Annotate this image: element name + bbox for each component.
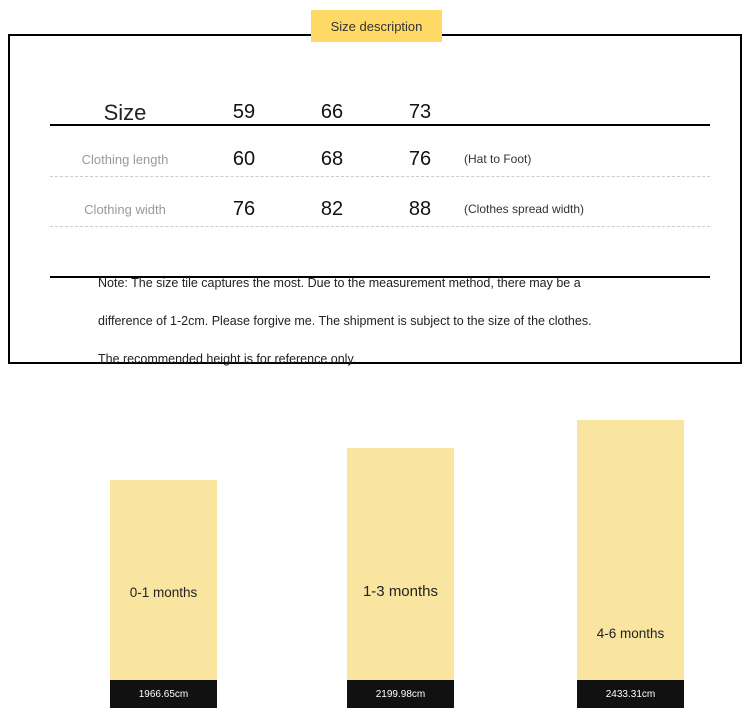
size-description-tab [311,10,442,42]
table-row [50,134,710,184]
bar-label-0: 0-1 months [129,585,198,600]
size-table [50,90,710,234]
size-note-line: The recommended height is for reference only. [98,352,357,366]
bar-group-2 [577,420,684,708]
bar-label-2: 4-6 months [596,626,665,641]
cell-size-note [464,90,710,134]
size-notes [98,276,708,390]
bar-group-1 [347,448,454,708]
cell-size-1: 66 [320,100,344,123]
table-row [50,184,710,234]
cell-length-note: (Hat to Foot) [464,152,532,166]
size-note-line: difference of 1-2cm. Please forgive me. The shipment is subject to the size of the clothes. [98,314,592,328]
bar-label-1: 1-3 months [362,583,439,600]
bar-0 [110,480,217,680]
table-row [50,90,710,134]
cell-length-1: 68 [320,147,344,170]
size-description-tab-label: Size description [330,18,423,34]
bar-2 [577,420,684,680]
cell-width-1: 82 [320,197,344,220]
bar-1 [347,448,454,680]
cell-length-2: 76 [408,147,432,170]
cell-size-0: 59 [232,100,256,123]
cell-width-2: 88 [408,197,432,220]
size-table-panel [8,34,742,364]
size-note-line: Note: The size tile captures the most. Due to the measurement method, there may be a [98,276,581,290]
cell-size-2: 73 [408,100,432,123]
bar-value-1: 2199.98cm [347,680,454,708]
cell-width-0: 76 [232,197,256,220]
row-label-size: Size [103,99,147,125]
cell-width-note: (Clothes spread width) [464,202,585,216]
row-label-clothing-length: Clothing length [81,151,169,167]
bar-group-0 [110,480,217,708]
row-label-clothing-width: Clothing width [84,201,166,217]
bar-value-0: 1966.65cm [110,680,217,708]
bar-value-2: 2433.31cm [577,680,684,708]
size-bar-chart [0,380,750,708]
cell-length-0: 60 [232,147,256,170]
